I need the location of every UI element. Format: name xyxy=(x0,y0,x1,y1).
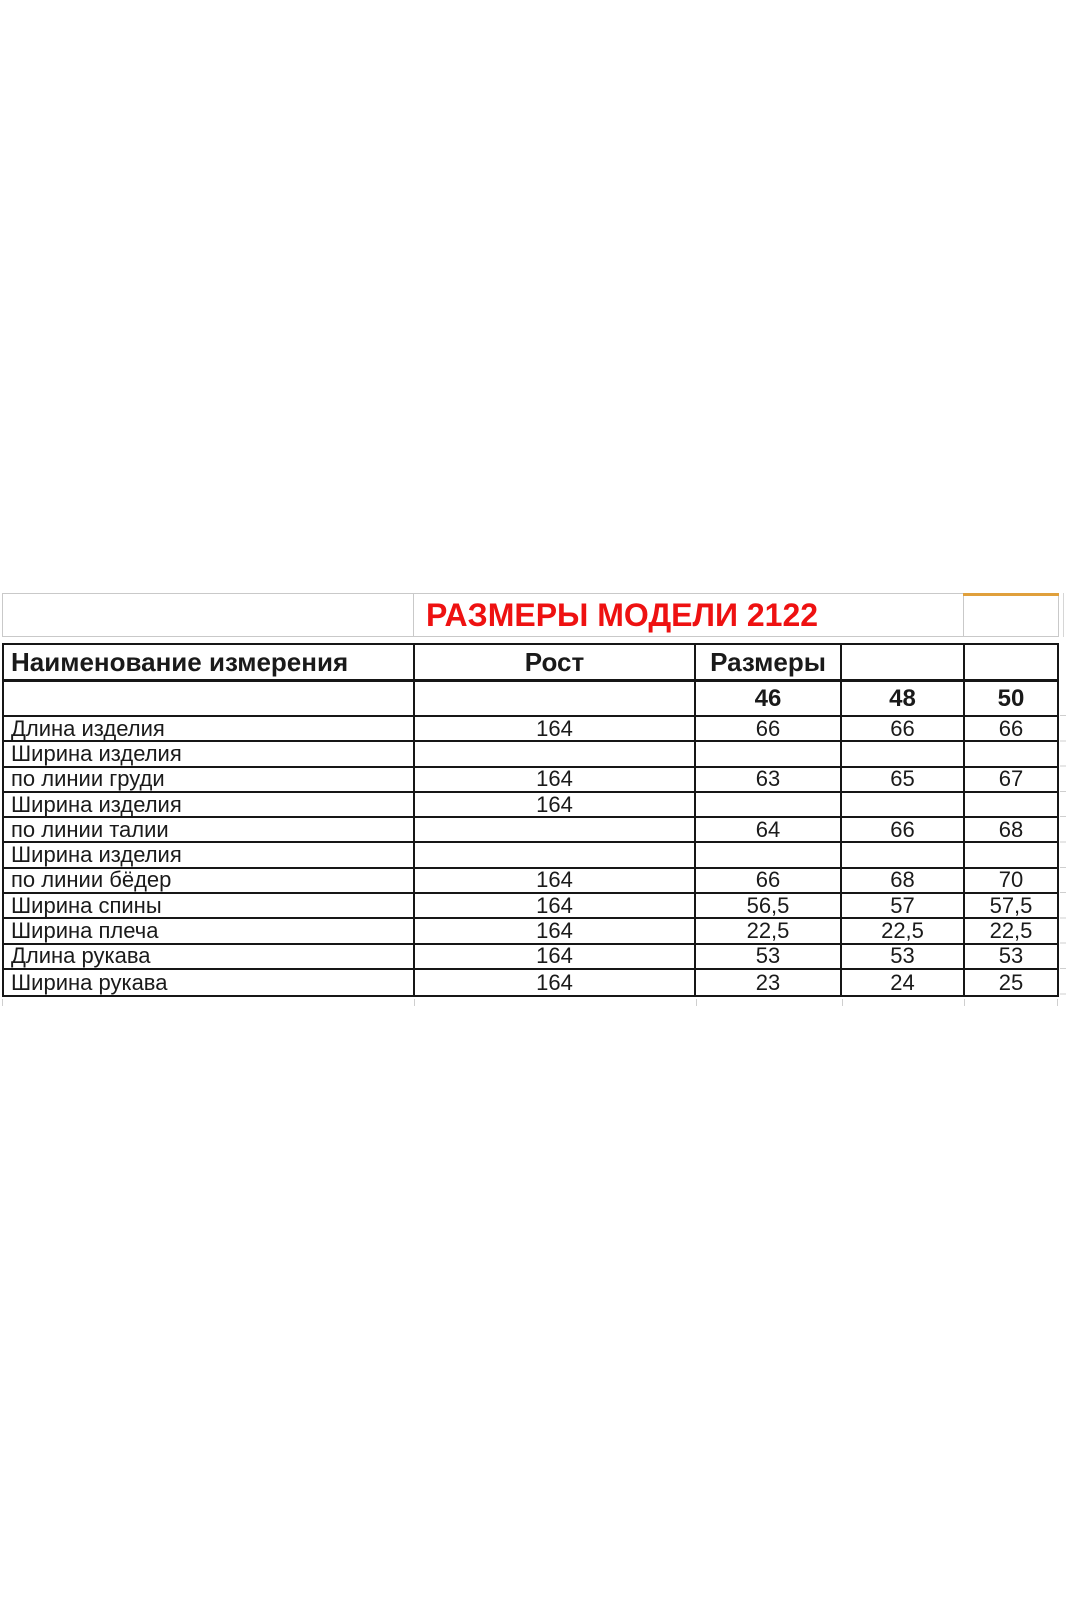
cell-size-46: 22,5 xyxy=(696,919,842,944)
cell-size-48: 53 xyxy=(842,945,965,970)
ghost-gridline-title xyxy=(1063,593,1064,637)
cell-measurement-name: Длина изделия xyxy=(4,717,415,742)
table-title-row xyxy=(2,593,1059,637)
cell-measurement-name: по линии бёдер xyxy=(4,869,415,894)
title-left-blank-cell xyxy=(3,594,414,636)
cell-measurement-name: Ширина спины xyxy=(4,894,415,919)
size-table xyxy=(2,643,1059,997)
cell-size-46: 66 xyxy=(696,717,842,742)
cell-size-50: 66 xyxy=(965,717,1057,742)
size-label-46: 46 xyxy=(696,682,842,717)
cell-size-50 xyxy=(965,843,1057,868)
ghost-gridline xyxy=(414,999,415,1006)
cell-rost: 164 xyxy=(415,970,696,995)
cell-measurement-name: по линии талии xyxy=(4,818,415,843)
sizes-row-blank-name xyxy=(4,682,415,717)
cell-size-46: 23 xyxy=(696,970,842,995)
cell-size-48: 66 xyxy=(842,717,965,742)
cell-measurement-name: Ширина изделия xyxy=(4,843,415,868)
size-label-50: 50 xyxy=(965,682,1057,717)
cell-size-48 xyxy=(842,742,965,767)
cell-measurement-name: Ширина изделия xyxy=(4,742,415,767)
cell-rost xyxy=(415,742,696,767)
cell-rost: 164 xyxy=(415,768,696,793)
cell-size-50: 25 xyxy=(998,969,1024,995)
cell-measurement-name: Ширина плеча xyxy=(4,919,415,944)
ghost-gridline xyxy=(696,999,697,1006)
cell-measurement-name: Ширина изделия xyxy=(4,793,415,818)
cell-size-48: 22,5 xyxy=(842,919,965,944)
cell-rost: 164 xyxy=(415,945,696,970)
ghost-gridline-right xyxy=(1060,715,1066,999)
cell-size-50: 22,5 xyxy=(965,919,1057,944)
column-header-blank-1 xyxy=(842,645,965,682)
cell-size-48: 66 xyxy=(842,818,965,843)
cell-rost xyxy=(415,818,696,843)
column-header-measurement-name: Наименование измерения xyxy=(4,645,415,682)
cell-size-50: 68 xyxy=(965,818,1057,843)
cell-measurement-name: по линии груди xyxy=(4,768,415,793)
size-label-48: 48 xyxy=(842,682,965,717)
ghost-gridline xyxy=(2,999,3,1006)
cell-rost: 164 xyxy=(415,919,696,944)
cell-size-50: 70 xyxy=(965,869,1057,894)
cell-rost: 164 xyxy=(415,894,696,919)
cell-rost: 164 xyxy=(415,793,696,818)
cell-size-50 xyxy=(965,793,1057,818)
page-title: РАЗМЕРЫ МОДЕЛИ 2122 xyxy=(414,594,964,636)
title-right-cell-orange-border xyxy=(964,594,1058,636)
cell-size-50: 57,5 xyxy=(965,894,1057,919)
cell-size-46 xyxy=(696,843,842,868)
cell-size-46: 56,5 xyxy=(696,894,842,919)
cell-size-48: 65 xyxy=(842,768,965,793)
ghost-gridline xyxy=(964,999,965,1006)
cell-rost xyxy=(415,843,696,868)
cell-size-50 xyxy=(965,742,1057,767)
cell-size-46: 63 xyxy=(696,768,842,793)
cell-rost: 164 xyxy=(415,717,696,742)
cell-size-50: 53 xyxy=(965,945,1057,970)
cell-size-46: 53 xyxy=(696,945,842,970)
ghost-gridline xyxy=(842,999,843,1006)
cell-size-46: 64 xyxy=(696,818,842,843)
cell-rost: 164 xyxy=(415,869,696,894)
ghost-gridline xyxy=(1057,999,1058,1006)
cell-size-48: 24 xyxy=(842,970,965,995)
cell-size-48 xyxy=(842,843,965,868)
column-header-rost: Рост xyxy=(415,645,696,682)
column-header-blank-2 xyxy=(965,645,1057,682)
cell-size-46 xyxy=(696,793,842,818)
cell-size-46: 66 xyxy=(696,869,842,894)
cell-size-48: 57 xyxy=(842,894,965,919)
cell-size-50: 67 xyxy=(965,768,1057,793)
cell-size-48 xyxy=(842,793,965,818)
column-header-sizes: Размеры xyxy=(696,645,842,682)
cell-measurement-name: Ширина рукава xyxy=(4,970,415,995)
cell-size-46 xyxy=(696,742,842,767)
cell-measurement-name: Длина рукава xyxy=(4,945,415,970)
cell-size-48: 68 xyxy=(842,869,965,894)
sizes-row-blank-rost xyxy=(415,682,696,717)
